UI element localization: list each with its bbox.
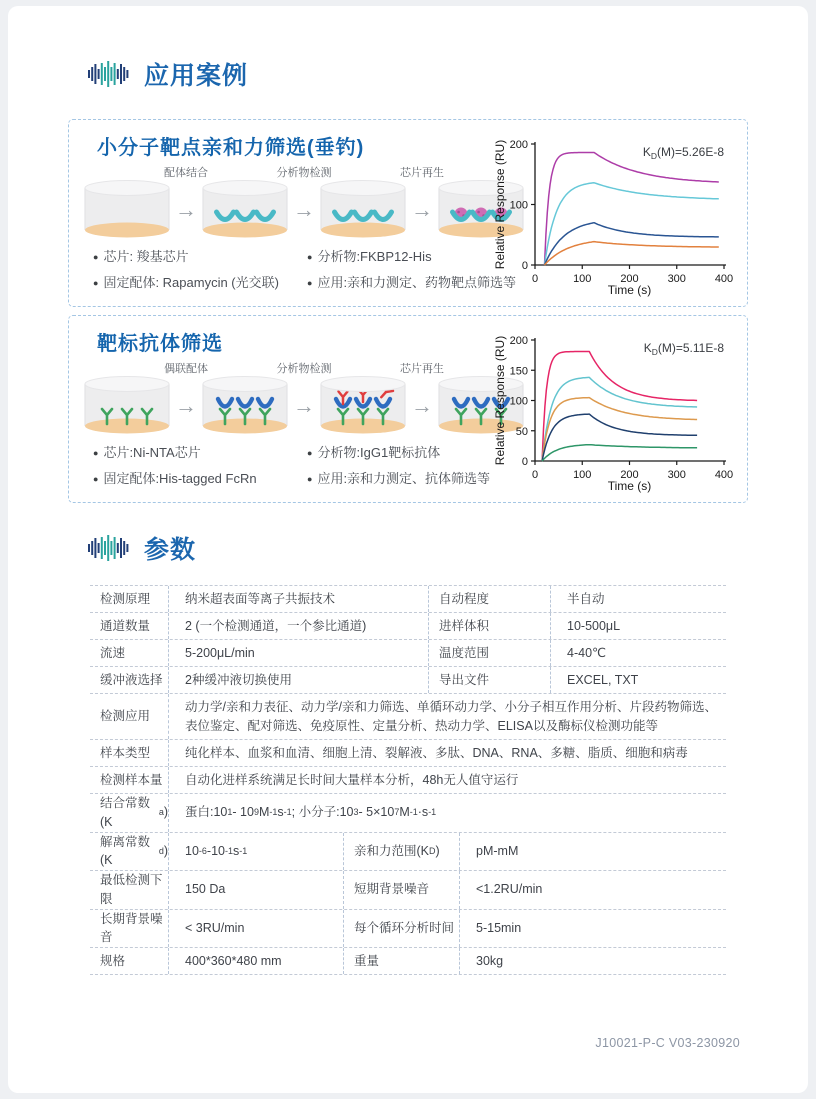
bullet-list-left xyxy=(93,442,257,494)
bullet-item: ● 芯片:Ni-NTA芯片 xyxy=(93,445,201,460)
arrow-icon: 偶联配体 → xyxy=(171,374,201,438)
spec-table xyxy=(90,585,726,975)
step-label: 芯片再生 xyxy=(400,363,444,375)
bullet-list-left xyxy=(93,246,279,298)
spec-value: EXCEL, TXT xyxy=(550,667,726,693)
table-row xyxy=(90,740,726,767)
arrow-icon: 分析物检测 → xyxy=(289,374,319,438)
spec-value: < 3RU/min xyxy=(168,910,343,948)
spec-label: 亲和力范围(K D ) xyxy=(343,833,459,871)
svg-text:0: 0 xyxy=(521,260,528,272)
sensorgram-curve xyxy=(542,445,697,461)
spec-label: 重量 xyxy=(343,948,459,974)
step-label: 芯片再生 xyxy=(400,167,444,179)
spec-label: 检测应用 xyxy=(100,709,151,724)
svg-text:300: 300 xyxy=(667,273,686,285)
step-label: 配体结合 xyxy=(164,167,208,179)
spec-label: 流速 xyxy=(100,645,126,660)
spec-label: 解离常数(K d ) xyxy=(100,834,168,868)
table-row xyxy=(90,694,726,740)
spec-value: 纳米超表面等离子共振技术 xyxy=(168,586,428,612)
spec-label: 检测原理 xyxy=(100,591,151,606)
bullet-item: ● 芯片: 羧基芯片 xyxy=(93,249,189,264)
spec-label: 温度范围 xyxy=(428,640,550,666)
spec-value: 蛋白:10 1 - 10 9 M -1 s -1 ; 小分子:10 3 - 5×10 7 M -1 ·s -1 xyxy=(168,794,726,832)
svg-text:300: 300 xyxy=(667,469,686,481)
spec-label: 规格 xyxy=(100,953,126,968)
step-label: 分析物检测 xyxy=(276,363,332,375)
table-row xyxy=(90,948,726,975)
spec-value: 5-200μL/min xyxy=(168,640,428,666)
spec-label: 通道数量 xyxy=(100,618,151,633)
svg-text:400: 400 xyxy=(714,273,734,285)
bullet-dot-icon: ● xyxy=(307,252,313,262)
table-row xyxy=(90,871,726,910)
spec-value: pM-mM xyxy=(459,833,726,871)
svg-text:200: 200 xyxy=(509,335,528,347)
svg-text:200: 200 xyxy=(509,139,528,151)
bullet-item: ● 分析物:FKBP12-His xyxy=(307,249,432,264)
spec-label: 自动程度 xyxy=(428,586,550,612)
svg-text:100: 100 xyxy=(573,273,592,285)
svg-text:KD(M)=5.26E-8: $K_D(M)=5.26E-8$ xyxy=(642,145,724,161)
waveform-icon xyxy=(88,59,130,89)
bullet-item: ● 应用:亲和力测定、抗体筛选等 xyxy=(307,471,491,486)
svg-text:0: 0 xyxy=(531,469,539,481)
arrow-icon: 芯片再生 → xyxy=(407,374,437,438)
svg-text:Relative Response (RU): Relative Response (RU) xyxy=(493,139,507,270)
spec-label: 进样体积 xyxy=(428,613,550,639)
chip-icon-y xyxy=(83,374,171,438)
arrow-icon: 配体结合 → xyxy=(171,178,201,242)
svg-text:Time (s): Time (s) xyxy=(607,479,652,493)
spec-value: 5-15min xyxy=(459,910,726,948)
svg-text:100: 100 xyxy=(573,469,592,481)
step-label: 偶联配体 xyxy=(164,363,208,375)
spec-label: 最低检测下限 xyxy=(100,873,163,906)
spec-label: 短期背景噪音 xyxy=(343,871,459,909)
sensorgram-curve xyxy=(545,183,719,265)
bullet-dot-icon: ● xyxy=(307,474,313,484)
svg-text:Time (s): Time (s) xyxy=(607,283,652,297)
panel-title: 靶标抗体筛选 xyxy=(97,333,223,355)
bullet-list-right xyxy=(307,246,516,298)
spec-label: 导出文件 xyxy=(428,667,550,693)
sensorgram-curve xyxy=(545,242,719,265)
spec-label: 检测样本量 xyxy=(100,772,163,787)
document-code: J10021-P-C V03-230920 xyxy=(595,1036,740,1050)
sensorgram-chart xyxy=(491,134,739,300)
bullet-dot-icon: ● xyxy=(307,278,313,288)
table-row xyxy=(90,767,726,794)
bullet-item: ● 固定配体:His-tagged FcRn xyxy=(93,471,257,486)
arrow-icon: 芯片再生 → xyxy=(407,178,437,242)
chip-icon-plain xyxy=(83,178,171,242)
spec-value: 400*360*480 mm xyxy=(168,948,343,974)
svg-text:KD(M)=5.11E-8: $K_D(M)=5.11E-8$ xyxy=(643,341,724,357)
spec-label: 长期背景噪音 xyxy=(100,911,163,945)
chip-icon-y-cup-ab xyxy=(319,374,407,438)
spec-label: 结合常数(K a ) xyxy=(100,796,168,829)
spec-value: 自动化进样系统满足长时间大量样本分析，48h无人值守运行 xyxy=(168,767,726,793)
bullet-item: ● 应用:亲和力测定、药物靶点筛选等 xyxy=(307,275,517,290)
spec-value: 纯化样本、血浆和血清、细胞上清、裂解液、多肽、DNA、RNA、多糖、脂质、细胞和病毒 xyxy=(168,740,726,766)
panel-title: 小分子靶点亲和力筛选(垂钓) xyxy=(97,137,365,159)
bullet-dot-icon: ● xyxy=(93,278,99,288)
panel-antibody-screening xyxy=(68,315,748,503)
table-row xyxy=(90,667,726,694)
spec-value: 10-500μL xyxy=(550,613,726,639)
spec-value: 动力学/亲和力表征、动力学/亲和力筛选、单循环动力学、小分子相互作用分析、片段药物筛选、表位鉴定、配对筛选、免疫原性、定量分析、热动力学、ELISA以及酶标仪检测功能等 xyxy=(168,694,726,739)
arrow-icon: 分析物检测 → xyxy=(289,178,319,242)
spec-label: 缓冲液选择 xyxy=(100,672,163,687)
table-row xyxy=(90,910,726,949)
spec-label: 样本类型 xyxy=(100,745,151,760)
sensorgram-chart xyxy=(491,330,739,496)
panel-small-molecule-screening xyxy=(68,119,748,307)
table-row xyxy=(90,613,726,640)
bullet-dot-icon: ● xyxy=(93,448,99,458)
table-row xyxy=(90,586,726,613)
sensorgram-curve xyxy=(545,153,719,266)
bullet-dot-icon: ● xyxy=(93,474,99,484)
spec-value: 4-40℃ xyxy=(550,640,726,666)
section-header-applications xyxy=(88,56,248,92)
bullet-item: ● 固定配体: Rapamycin (光交联) xyxy=(93,275,279,290)
svg-text:100: 100 xyxy=(509,199,528,212)
svg-text:50: 50 xyxy=(515,425,528,438)
bullet-list-right xyxy=(307,442,490,494)
section-title: 应用案例 xyxy=(144,62,249,90)
spec-value: 30kg xyxy=(459,948,726,974)
svg-text:200: 200 xyxy=(620,273,639,285)
svg-text:150: 150 xyxy=(509,365,528,378)
spec-label: 每个循环分析时间 xyxy=(343,910,459,948)
waveform-icon xyxy=(88,533,130,563)
svg-text:Relative Response (RU): Relative Response (RU) xyxy=(493,335,507,466)
bullet-dot-icon: ● xyxy=(93,252,99,262)
spec-value: 半自动 xyxy=(550,586,726,612)
chip-icon-y-cup xyxy=(201,374,289,438)
table-row xyxy=(90,833,726,872)
svg-text:400: 400 xyxy=(714,469,734,481)
svg-text:0: 0 xyxy=(521,456,528,468)
sensorgram-curve xyxy=(542,414,697,461)
chip-icon-cups xyxy=(201,178,289,242)
table-row xyxy=(90,794,726,833)
section-header-parameters xyxy=(88,530,196,566)
spec-value: 150 Da xyxy=(168,871,343,909)
sensorgram-curve xyxy=(545,223,719,265)
table-row xyxy=(90,640,726,667)
svg-text:0: 0 xyxy=(531,273,539,285)
section-title: 参数 xyxy=(144,536,197,564)
bullet-item: ● 分析物:IgG1靶标抗体 xyxy=(307,445,441,460)
page-card xyxy=(8,6,808,1093)
spec-value: 2种缓冲液切换使用 xyxy=(168,667,428,693)
chip-icon-cups xyxy=(319,178,407,242)
bullet-dot-icon: ● xyxy=(307,448,313,458)
step-label: 分析物检测 xyxy=(276,167,332,179)
svg-text:200: 200 xyxy=(620,469,639,481)
svg-text:100: 100 xyxy=(509,395,528,408)
spec-value: <1.2RU/min xyxy=(459,871,726,909)
spec-value: 10 -6 -10 -1 s -1 xyxy=(168,833,343,871)
spec-value: 2 (一个检测通道，一个参比通道) xyxy=(168,613,428,639)
